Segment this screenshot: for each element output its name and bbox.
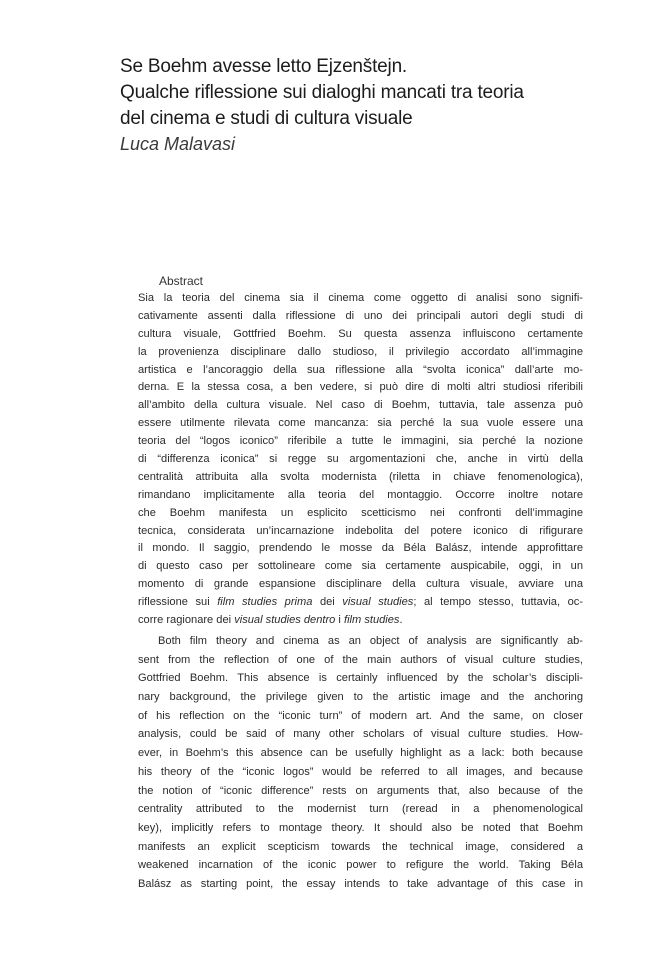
text-segment: all’ambito della cultura visuale. Nel caso di Boehm, tuttavia, tale assenza può [138, 399, 583, 412]
abstract-heading: Abstract [159, 274, 204, 288]
abstract-italian-line [138, 290, 583, 308]
abstract-italian-line [138, 326, 583, 344]
abstract-english-line: of his reflection on the “iconic turn” of modern art. And the same, on closer [138, 709, 583, 722]
abstract-italian-line [138, 308, 583, 326]
text-segment: rimandano implicitamente alla teoria del montaggio. Occorre inoltre notare [138, 488, 583, 501]
abstract-english-line: Balász as starting point, the essay intends to take advantage of this case in [138, 877, 583, 890]
abstract-italian-line [138, 505, 583, 523]
text-segment: i [335, 614, 344, 627]
text-segment: cativamente assenti dalla riflessione di uno dei principali autori degli studi di [138, 309, 583, 322]
abstract-italian-line [138, 344, 583, 362]
text-segment: di questo caso per sottolineare come sia certamente auspicabile, oggi, in un [138, 560, 583, 573]
abstract-italian [138, 290, 583, 630]
abstract-english-line: weakened incarnation of the iconic power to refigure the world. Taking Béla [138, 859, 583, 872]
abstract-english-line: ever, in Boehm’s this absence can be usefully highlight as a lack: both because [138, 747, 583, 760]
text-segment: ; al tempo stesso, tuttavia, oc- [413, 596, 583, 609]
text-segment: artistica e l’ancoraggio della sua riflessione alla “svolta iconica” dall’arte mo- [138, 363, 583, 376]
text-segment: derna. E la stessa cosa, a ben vedere, si può dire di molti altri studiosi riferibili [138, 381, 583, 394]
abstract-italian-line [138, 433, 583, 451]
text-segment: di “differenza iconica” si regge su argomentazioni che, anche in virtù della [138, 453, 583, 466]
article-title-line-3: del cinema e studi di cultura visuale [120, 108, 413, 129]
text-segment: riflessione sui [138, 596, 218, 609]
italic-term: film studies prima [217, 596, 313, 609]
abstract-english-line: Gottfried Boehm. This absence is certainly influenced by the scholar’s discipli- [138, 672, 583, 685]
abstract-english-line: his theory of the “iconic logos” would be referred to all images, and because [138, 765, 583, 778]
abstract-italian-line [138, 523, 583, 541]
italic-term: film studies [343, 614, 400, 627]
abstract-italian-line [138, 540, 583, 558]
abstract-italian-line [138, 379, 583, 397]
text-segment: cultura visuale, Gottfried Boehm. Su questa assenza influiscono certamente [138, 327, 583, 340]
text-segment: essere utilmente rilevata come mancanza: sia perché la sua vuole essere una [138, 417, 583, 430]
text-segment: che Boehm manifesta un esplicito scetticismo nei confronti dell’immagine [138, 506, 583, 519]
abstract-english-line: centrality attributed to the modernist turn (reread in a phenomenological [138, 803, 583, 816]
text-segment: la provenienza disciplinare dallo studioso, il privilegio accordato all’immagine [138, 345, 583, 358]
abstract-english-line: analysis, could be said of many other scholars of visual culture studies. How- [138, 728, 583, 741]
abstract-italian-line [138, 558, 583, 576]
text-segment: tecnica, considerata un’incarnazione indebolita del potere iconico di rifigurare [138, 524, 583, 537]
abstract-english [138, 632, 583, 894]
article-author: Luca Malavasi [120, 134, 236, 154]
abstract-english-line: Both film theory and cinema as an object of analysis are significantly ab- [158, 635, 583, 647]
text-segment: corre ragionare dei [138, 614, 235, 627]
abstract-italian-line [138, 594, 583, 612]
text-segment: . [399, 614, 403, 627]
article-title-line-2: Qualche riflessione sui dialoghi mancati tra teoria [120, 82, 524, 103]
article-header [120, 54, 600, 156]
text-segment: centralità attribuita alla svolta modernista (riletta in chiave fenomenologica), [138, 470, 583, 483]
article-title-line-1: Se Boehm avesse letto Ejzenštejn. [120, 56, 408, 77]
abstract-english-line: key), implicitly refers to montage theory. It should also be noted that Boehm [138, 821, 583, 834]
abstract-italian-line [138, 576, 583, 594]
abstract-italian-line [138, 415, 583, 433]
abstract-italian-line [138, 612, 583, 630]
text-segment: momento di grande espansione disciplinare della cultura visuale, avviare una [138, 578, 583, 591]
text-segment: dei [312, 596, 343, 609]
abstract-italian-line [138, 451, 583, 469]
text-segment: Sia la teoria del cinema sia il cinema come oggetto di analisi sono signifi- [138, 292, 583, 304]
abstract-italian-line [138, 469, 583, 487]
abstract-english-line: manifests an explicit scepticism towards the technical image, considered a [138, 840, 583, 853]
text-segment: il mondo. Il saggio, prendendo le mosse da Béla Balász, intende approfittare [138, 542, 583, 555]
abstract-english-line: nary background, the privilege given to the artistic image and the anchoring [138, 691, 583, 704]
abstract-english-line: sent from the reflection of one of the main authors of visual culture studies, [138, 653, 583, 666]
italic-term: visual studies [342, 596, 414, 609]
italic-term: visual studies dentro [234, 614, 336, 627]
abstract-italian-line [138, 397, 583, 415]
abstract-italian-line [138, 487, 583, 505]
text-segment: teoria del “logos iconico” riferibile a tutte le immagini, sia perché la nozione [138, 435, 583, 448]
abstract-english-line: the notion of “iconic difference” rests on arguments that, also because of the [138, 784, 583, 797]
abstract-italian-line [138, 362, 583, 380]
